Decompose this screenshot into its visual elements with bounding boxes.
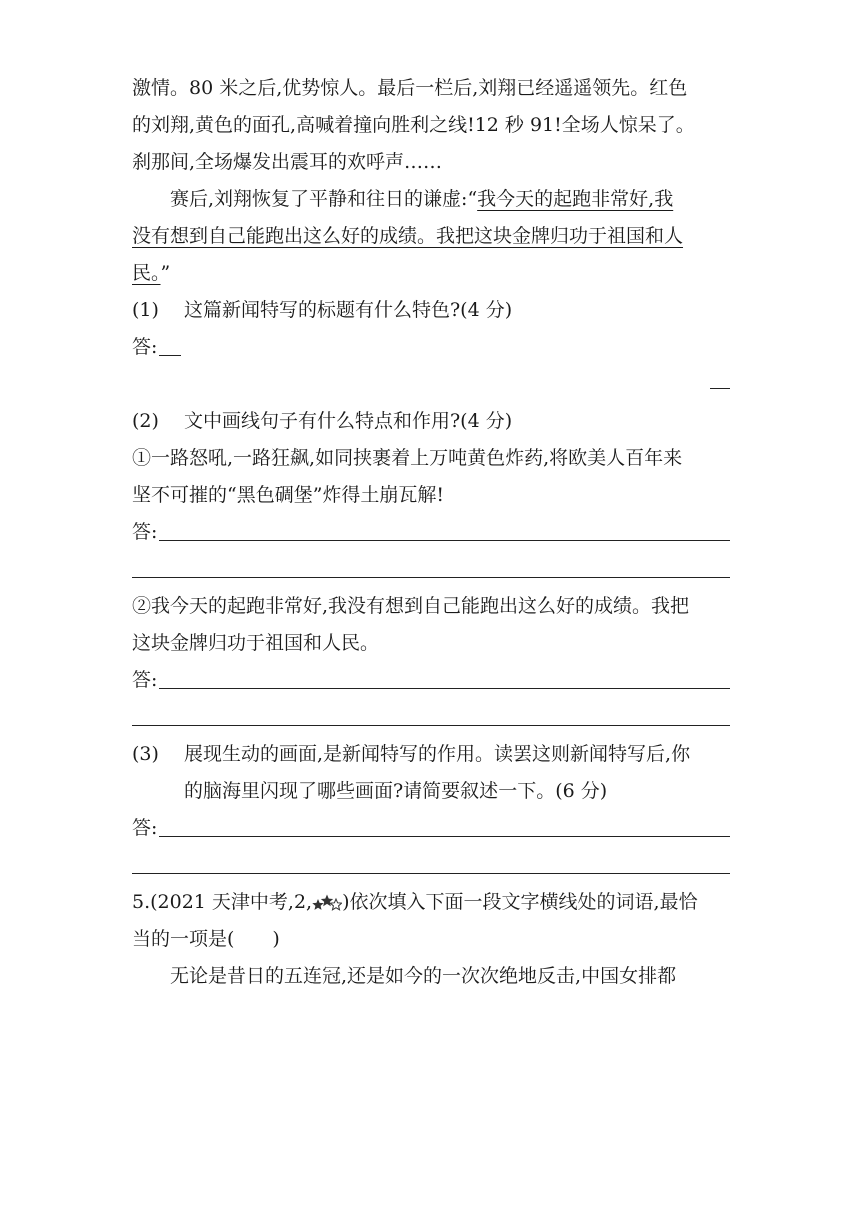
answer-blank[interactable] — [132, 551, 730, 588]
question-text-cont: 的脑海里闪现了哪些画面?请简要叙述一下。(6 分) — [184, 780, 608, 802]
answer-blank[interactable] — [159, 355, 181, 356]
passage-line — [132, 255, 730, 292]
answer-blank-end[interactable] — [132, 366, 730, 403]
question-number: (3) — [132, 743, 159, 765]
answer-blank[interactable] — [159, 540, 730, 541]
passage-line: 的刘翔,黄色的面孔,高喊着撞向胜利之线!12 秒 91!全场人惊呆了。 — [132, 114, 695, 136]
question-3 — [132, 736, 730, 773]
question-source: 5.(2021 天津中考,2, — [132, 891, 313, 913]
question-1 — [132, 292, 730, 329]
answer-row-q2-1[interactable] — [132, 514, 730, 551]
document-page — [132, 70, 730, 995]
star-filled-icon — [312, 899, 323, 910]
question-number: (1) — [132, 299, 159, 321]
answer-row-q1[interactable] — [132, 329, 730, 366]
paragraph-intro: 赛后,刘翔恢复了平静和往日的谦虚:“ — [170, 188, 478, 210]
underlined-sentence: 没有想到自己能跑出这么好的成绩。我把这块金牌归功于祖国和人 — [132, 225, 684, 247]
answer-row-q2-2[interactable] — [132, 662, 730, 699]
passage-paragraph-2 — [132, 181, 730, 218]
answer-row-q3[interactable] — [132, 810, 730, 847]
star-empty-icon — [330, 899, 341, 910]
question-text: )依次填入下面一段文字横线处的词语,最恰 — [342, 891, 698, 913]
difficulty-stars-icon — [312, 894, 342, 912]
sub-item-1-cont: 坚不可摧的“黑色碉堡”炸得土崩瓦解! — [132, 484, 445, 506]
question-5 — [132, 884, 730, 921]
answer-blank[interactable] — [159, 688, 730, 689]
passage-line — [132, 218, 730, 255]
passage-line: 刹那间,全场爆发出震耳的欢呼声…… — [132, 151, 443, 173]
underlined-sentence: 我今天的起跑非常好,我 — [477, 188, 674, 210]
answer-label: 答: — [132, 669, 158, 691]
closing-quote: ” — [160, 262, 171, 284]
sub-item-1: ①一路怒吼,一路狂飙,如同挟裹着上万吨黄色炸药,将欧美人百年来 — [132, 447, 683, 469]
question-text-cont: 当的一项是( ) — [132, 928, 280, 950]
answer-blank[interactable] — [159, 836, 730, 837]
question-text: 文中画线句子有什么特点和作用?(4 分) — [184, 410, 513, 432]
sub-item-2: ②我今天的起跑非常好,我没有想到自己能跑出这么好的成绩。我把 — [132, 595, 690, 617]
question-passage: 无论是昔日的五连冠,还是如今的一次次绝地反击,中国女排都 — [170, 965, 677, 987]
sub-item-2-cont: 这块金牌归功于祖国和人民。 — [132, 632, 380, 654]
question-2 — [132, 403, 730, 440]
passage-line: 激情。80 米之后,优势惊人。最后一栏后,刘翔已经遥遥领先。红色 — [132, 77, 688, 99]
answer-blank[interactable] — [132, 699, 730, 736]
answer-label: 答: — [132, 336, 158, 358]
question-number: (2) — [132, 410, 159, 432]
question-text: 展现生动的画面,是新闻特写的作用。读罢这则新闻特写后,你 — [184, 743, 691, 765]
answer-blank[interactable] — [132, 847, 730, 884]
underlined-sentence: 民。 — [132, 262, 161, 284]
answer-label: 答: — [132, 817, 158, 839]
question-text: 这篇新闻特写的标题有什么特色?(4 分) — [184, 299, 513, 321]
answer-label: 答: — [132, 521, 158, 543]
